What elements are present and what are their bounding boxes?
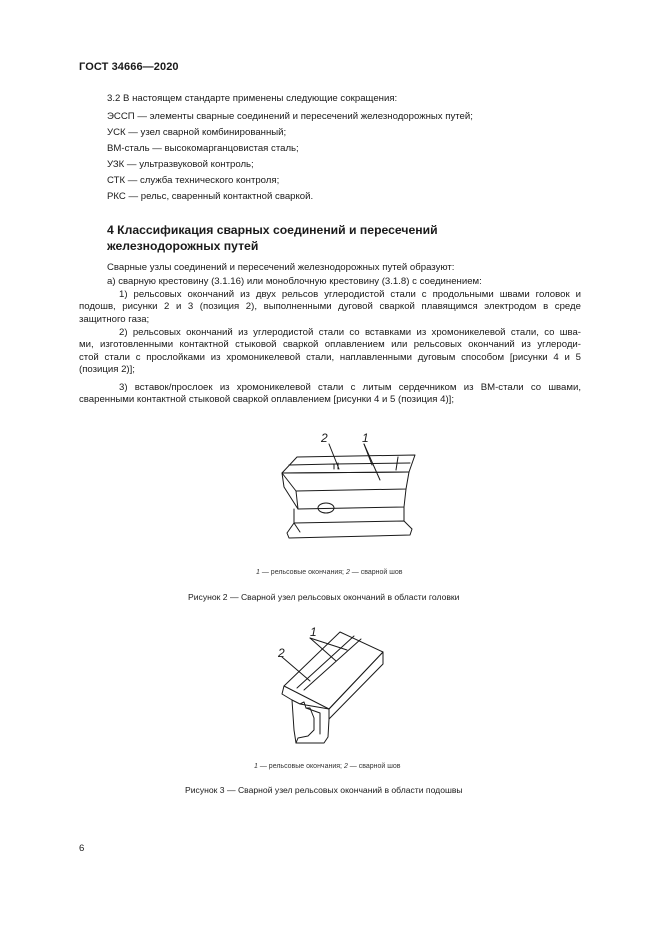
figure-label-1: 1 [310, 625, 317, 639]
legend-number: 1 [254, 763, 258, 770]
rail-head-side [329, 652, 383, 719]
section-title-line: железнодорожных путей [107, 239, 259, 253]
document-header: ГОСТ 34666—2020 [79, 61, 179, 73]
rail-head-edge [282, 472, 409, 473]
legend-number: 2 [345, 569, 350, 576]
text-line: защитного газа; [79, 313, 150, 325]
rail-web-edge [292, 700, 296, 743]
weld-seam-line [297, 636, 354, 688]
section-title [107, 222, 547, 254]
figure2-title: Рисунок 2 — Сварной узел рельсовых окончаний в области головки [188, 592, 460, 602]
weld-seam-line [289, 464, 334, 469]
figure3-rail-foot-drawing [270, 624, 400, 749]
page-number: 6 [79, 843, 85, 854]
figure-label-1: 1 [362, 431, 369, 445]
legend-text: — рельсовые окончания; [259, 569, 346, 576]
text-line: 2) рельсовых окончаний из углеродистой стали со вставками из хромоникелевой стали, со шва- [119, 327, 581, 338]
legend-text: — сварной шов [349, 569, 403, 576]
paragraph: а) сварную крестовину (3.1.16) или моноблочную крестовину (3.1.8) с соединением: [107, 276, 482, 287]
text-line: 1) рельсовых окончаний из двух рельсов углеродистой стали с продольными швами головок и [119, 289, 581, 300]
rail-head-underside [298, 489, 406, 509]
leader-line [310, 638, 347, 650]
abbreviation-item: УСК — узел сварной комбинированный; [107, 127, 287, 138]
abbreviation-item: СТК — служба технического контроля; [107, 175, 280, 186]
legend-number: 1 [256, 569, 260, 576]
figure-label-2: 2 [278, 646, 285, 660]
legend-number: 2 [343, 763, 348, 770]
abbreviation-item: РКС — рельс, сваренный контактной сваркой. [107, 191, 314, 202]
list-item-1 [79, 289, 581, 326]
figure3-title: Рисунок 3 — Сварной узел рельсовых окончаний в области подошвы [185, 785, 463, 795]
text-line: стой стали с прослойками из хромоникелевой стали, наплавленными дуговым способом [рисунки 4 и 5 [79, 351, 581, 363]
text-line: сваренными контактной стыковой сваркой оплавлением [рисунки 4 и 5 (позиция 4)]; [79, 394, 454, 406]
text-line: ми, изготовленными контактной стыковой сваркой оплавлением или рельсовых окончаний из углероди- [79, 339, 581, 351]
rail-foot-edge [294, 523, 300, 532]
list-item-2 [79, 327, 581, 376]
abbreviation-item: ЭССП — элементы сварные соединений и пересечений железнодорожных путей; [107, 111, 473, 122]
rail-web-edge [306, 708, 320, 734]
figure2-legend [256, 569, 403, 576]
text-line: подошв, рисунки 2 и 3 (позиция 2), выполненными дуговой сваркой плавящимся электродом в среде [79, 301, 581, 313]
text-line: 3) вставок/прослоек из хромоникелевой стали с литым сердечником из ВМ-стали со швами, [119, 382, 581, 393]
abbreviation-item: УЗК — ультразвуковой контроль; [107, 159, 254, 170]
abbreviations-intro: 3.2 В настоящем стандарте применены следующие сокращения: [107, 93, 398, 104]
figure2-rail-head-drawing [272, 425, 432, 560]
rail-front-profile [282, 686, 329, 743]
rail-top-surface [284, 632, 383, 709]
legend-text: — сварной шов [347, 763, 401, 770]
weld-seam-line [304, 639, 361, 690]
abbreviation-item: ВМ-сталь — высокомарганцовистая сталь; [107, 143, 299, 154]
rail-foot [287, 521, 412, 538]
paragraph: Сварные узлы соединений и пересечений железнодорожных путей образуют: [107, 262, 455, 273]
rail-head-side [296, 472, 409, 491]
legend-text: — рельсовые окончания; [257, 763, 344, 770]
section-title-line: 4 Классификация сварных соединений и пересечений [107, 223, 438, 237]
list-item-3 [79, 382, 581, 407]
figure3-legend [254, 763, 401, 770]
text-line: (позиция 2)]; [79, 363, 135, 375]
leader-line [364, 444, 380, 480]
leader-line [282, 657, 310, 681]
figure-label-2: 2 [321, 431, 328, 445]
